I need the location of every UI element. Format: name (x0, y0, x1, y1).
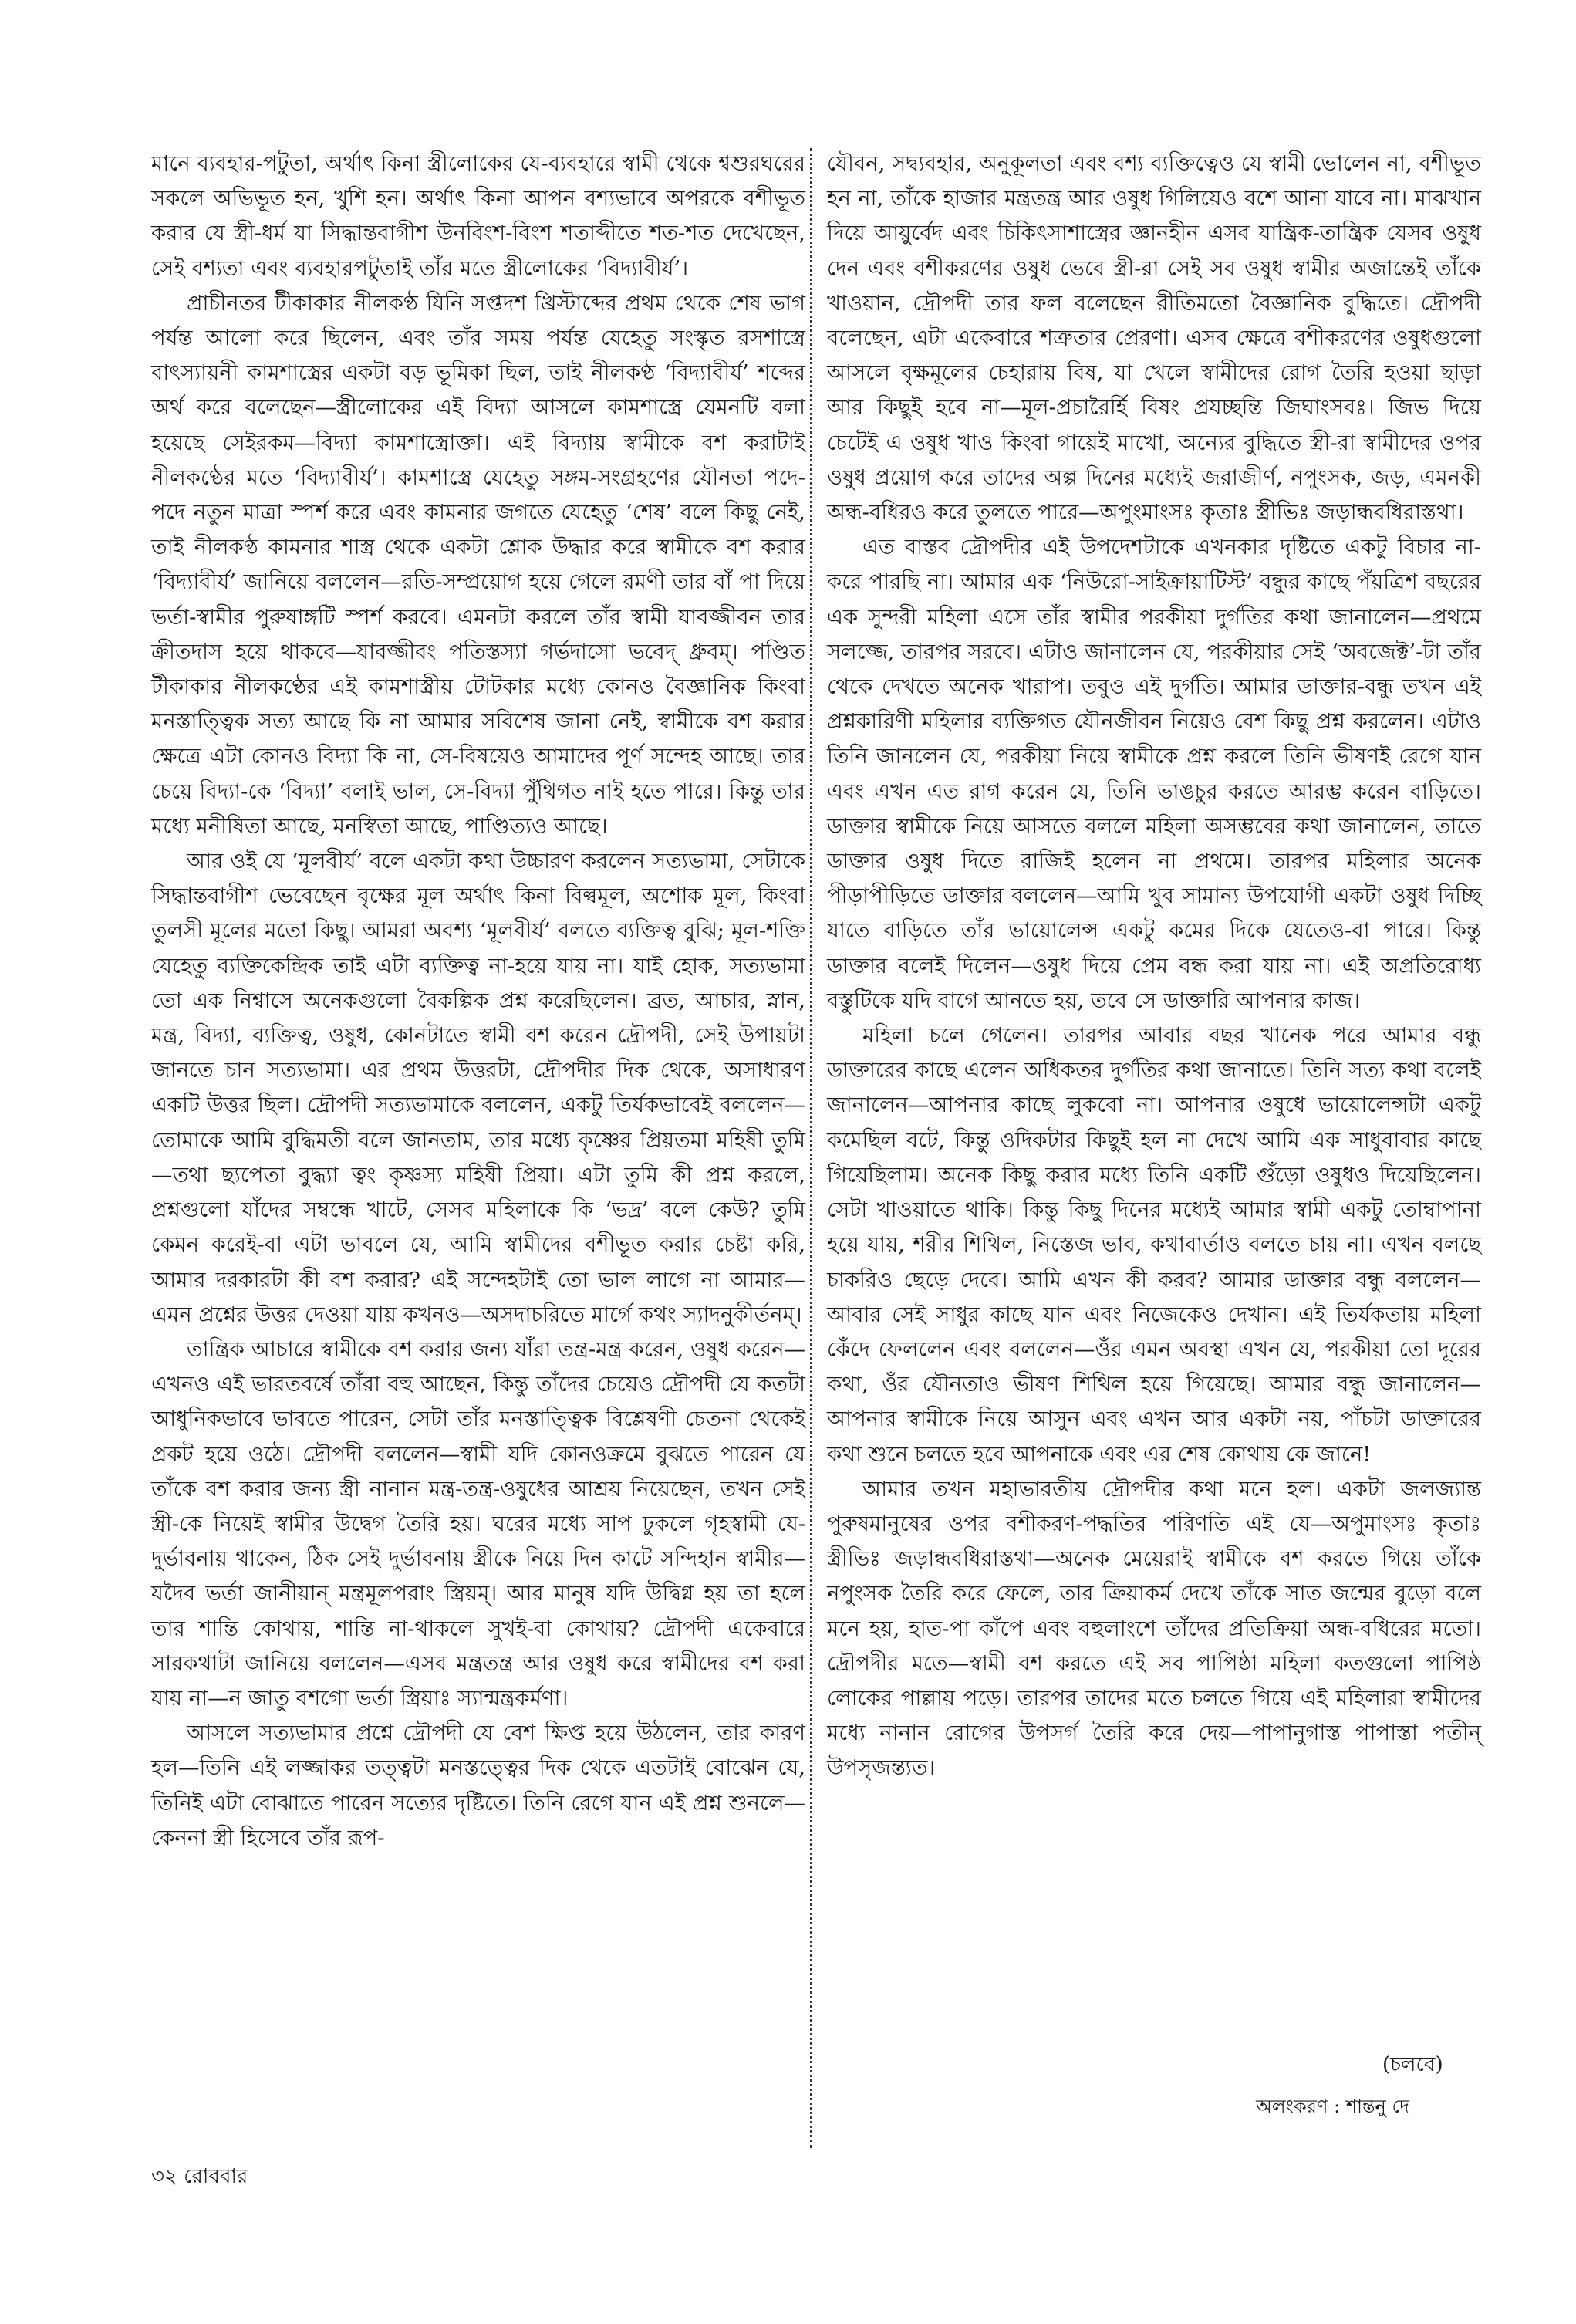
page-footer (151, 2160, 248, 2194)
illustration-credit: অলংকরণ : শান্তনু দে (1256, 2096, 1409, 2117)
page-number: ৩২ (151, 2165, 177, 2188)
paragraph: মহিলা চলে গেলেন। তারপর আবার বছর খানেক পরে আমার বন্ধু ডাক্তারের কাছে এলেন অধিকতর দুর্গতির কথা জানাতে। তিনি সত্য কথা বলেই জানালেন—আপনার কাছে লুকবো না। আপনার ওষুধে ভায়োলেন্সটা একটু কমেছিল বটে, কিন্তু ওদিকটার কিছুই হল না দেখে আমি এক সাধুবাবার কাছে গিয়েছিলাম। অনেক কিছু করার মধ্যে তিনি একটি গুঁড়ো ওষুধও দিয়েছিলেন। সেটা খাওয়াতে থাকি। কিন্তু কিছু দিনের মধ্যেই আমার স্বামী একটু তোম্বাপানা হয়ে যায়, শরীর শিথিল, নিস্তেজ ভাব, কথাবার্তাও বলতে চায় না। এখন বলছে চাকরিও ছেড়ে দেবে। আমি এখন কী করব? আমার ডাক্তার বন্ধু বললেন—আবার সেই সাধুর কাছে যান এবং নিজেকেও দেখান। এই তির্যকতায় মহিলা কেঁদে ফেললেন এবং বললেন—ওঁর এমন অবস্থা এখন যে, পরকীয়া তো দূরের কথা, ওঁর যৌনতাও ভীষণ শিথিল হয়ে গিয়েছে। আমার বন্ধু জানালেন—আপনার স্বামীকে নিয়ে আসুন এবং এখন আর একটা নয়, পাঁচটা ডাক্তারের কথা শুনে চলতে হবে আপনাকে এবং এর শেষ কোথায় কে জানে! (827, 1023, 1481, 1467)
paragraph: তান্ত্রিক আচারে স্বামীকে বশ করার জন্য যাঁরা তন্ত্র-মন্ত্র করেন, ওষুধ করেন—এখনও এই ভারতবর্ষে তাঁরা বহু আছেন, কিন্তু তাঁদের চেয়েও দ্রৌপদী যে কতটা আধুনিকভাবে ভাবতে পারেন, সেটা তাঁর মনস্তাত্ত্বিক বিশ্লেষণী চেতনা থেকেই প্রকট হয়ে ওঠে। দ্রৌপদী বললেন—স্বামী যদি কোনওক্রমে বুঝতে পারেন যে তাঁকে বশ করার জন্য স্ত্রী নানান মন্ত্র-তন্ত্র-ওষুধের আশ্রয় নিয়েছেন, তখন সেই স্ত্রী-কে নিয়েই স্বামীর উদ্বেগ তৈরি হয়। ঘরের মধ্যে সাপ ঢুকলে গৃহস্বামী যে-দুর্ভাবনায় থাকেন, ঠিক সেই দুর্ভাবনায় স্ত্রীকে নিয়ে দিন কাটে সন্দিহান স্বামীর—যদৈব ভর্তা জানীয়ান্ মন্ত্রমূলপরাং স্ত্রিয়ম্। আর মানুষ যদি উদ্বিগ্ন হয় তা হলে তার শান্তি কোথায়, শান্তি না-থাকলে সুখই-বা কোথায়? দ্রৌপদী একেবারে সারকথাটা জানিয়ে বললেন—এসব মন্ত্রতন্ত্র আর ওষুধ করে স্বামীদের বশ করা যায় না—ন জাতু বশগো ভর্তা স্ত্রিয়াঃ স্যান্মন্ত্রকর্মণা। (151, 1336, 805, 1711)
article-column-right (827, 147, 1481, 1786)
paragraph: আসলে সত্যভামার প্রশ্নে দ্রৌপদী যে বেশ ক্ষিপ্ত হয়ে উঠলেন, তার কারণ হল—তিনি এই লজ্জাকর তত্ত্বটা মনস্তত্ত্বের দিক থেকে এতটাই বোঝেন যে, তিনিই এটা বোঝাতে পারেন সত্যের দৃষ্টিতে। তিনি রেগে যান এই প্রশ্ন শুনলে—কেননা স্ত্রী হিসেবে তাঁর রূপ- (151, 1721, 805, 1850)
magazine-name: রোববার (184, 2165, 248, 2188)
paragraph: আর ওই যে ‘মূলবীর্য’ বলে একটা কথা উচ্চারণ করলেন সত্যভামা, সেটাকে সিদ্ধান্তবাগীশ ভেবেছেন বৃক্ষের মূল অর্থাৎ কিনা বিল্বমূল, অশোক মূল, কিংবা তুলসী মূলের মতো কিছু। আমরা অবশ্য ‘মূলবীর্য’ বলতে ব্যক্তিত্ব বুঝি; মূল-শক্তি যেহেতু ব্যক্তিকেন্দ্রিক তাই এটা ব্যক্তিত্ব না-হয়ে যায় না। যাই হোক, সত্যভামা তো এক নিশ্বাসে অনেকগুলো বৈকল্পিক প্রশ্ন করেছিলেন। ব্রত, আচার, স্নান, মন্ত্র, বিদ্যা, ব্যক্তিত্ব, ওষুধ, কোনটাতে স্বামী বশ করেন দ্রৌপদী, সেই উপায়টা জানতে চান সত্যভামা। এর প্রথম উত্তরটা, দ্রৌপদীর দিক থেকে, অসাধারণ একটি উত্তর ছিল। দ্রৌপদী সত্যভামাকে বললেন, একটু তির্যকভাবেই বললেন—তোমাকে আমি বুদ্ধিমতী বলে জানতাম, তার মধ্যে কৃষ্ণের প্রিয়তমা মহিষী তুমি—তথা ছ্যপেতা বুদ্ধ্যা ত্বং কৃষ্ণস্য মহিষী প্রিয়া। এটা তুমি কী প্রশ্ন করলে, প্রশ্নগুলো যাঁদের সম্বন্ধে খাটে, সেসব মহিলাকে কি ‘ভদ্র’ বলে কেউ? তুমি কেমন করেই-বা এটা ভাবলে যে, আমি স্বামীদের বশীভূত করার চেষ্টা করি, আমার দরকারটা কী বশ করার? এই সন্দেহটাই তো ভাল লাগে না আমার—এমন প্রশ্নের উত্তর দেওয়া যায় কখনও—অসদাচরিতে মার্গে কথং স্যাদনুকীর্তনম্। (151, 849, 805, 1327)
paragraph: প্রাচীনতর টীকাকার নীলকণ্ঠ যিনি সপ্তদশ খ্রিস্টাব্দের প্রথম থেকে শেষ ভাগ পর্যন্ত আলো করে ছিলেন, এবং তাঁর সময় পর্যন্ত যেহেতু সংস্কৃত রসশাস্ত্রে বাৎস্যায়নী কামশাস্ত্রের একটা বড় ভূমিকা ছিল, তাই নীলকণ্ঠ ‘বিদ্যাবীর্য’ শব্দের অর্থ করে বলেছেন—স্ত্রীলোকের এই বিদ্যা আসলে কামশাস্ত্রে যেমনটি বলা হয়েছে সেইরকম—বিদ্যা কামশাস্ত্রোক্তা। এই বিদ্যায় স্বামীকে বশ করাটাই নীলকণ্ঠের মতে ‘বিদ্যাবীর্য’। কামশাস্ত্রে যেহেতু সঙ্গম-সংগ্রহণের যৌনতা পদে-পদে নতুন মাত্রা স্পর্শ করে এবং কামনার জগতে যেহেতু ‘শেষ’ বলে কিছু নেই, তাই নীলকণ্ঠ কামনার শাস্ত্র থেকে একটা শ্লোক উদ্ধার করে স্বামীকে বশ করার ‘বিদ্যাবীর্য’ জানিয়ে বললেন—রতি-সম্প্রয়োগ হয়ে গেলে রমণী তার বাঁ পা দিয়ে ভর্তা-স্বামীর পুরুষাঙ্গটি স্পর্শ করবে। এমনটা করলে তাঁর স্বামী যাবজ্জীবন তার ক্রীতদাস হয়ে থাকবে—যাবজ্জীবং পতিস্তস্যা গর্ভদাসো ভবেদ্ ধ্রুবম্। পণ্ডিত টীকাকার নীলকণ্ঠের এই কামশাস্ত্রীয় টোটকার মধ্যে কোনও বৈজ্ঞানিক কিংবা মনস্তাত্ত্বিক সত্য আছে কি না আমার সবিশেষ জানা নেই, স্বামীকে বশ করার ক্ষেত্রে এটা কোনও বিদ্যা কি না, সে-বিষয়েও আমাদের পূর্ণ সন্দেহ আছে। তার চেয়ে বিদ্যা-কে ‘বিদ্যা’ বলাই ভাল, সে-বিদ্যা পুঁথিগত নাই হতে পারে। কিন্তু তার মধ্যে মনীষিতা আছে, মনস্বিতা আছে, পাণ্ডিত্যও আছে। (151, 290, 805, 839)
paragraph: এত বাস্তব দ্রৌপদীর এই উপদেশটাকে এখনকার দৃষ্টিতে একটু বিচার না-করে পারছি না। আমার এক ‘নিউরো-সাইক্রায়াটিস্ট’ বন্ধুর কাছে পঁয়ত্রিশ বছরের এক সুন্দরী মহিলা এসে তাঁর স্বামীর পরকীয়া দুর্গতির কথা জানালেন—প্রথমে সলজ্জে, তারপর সরবে। এটাও জানালেন যে, পরকীয়ার সেই ‘অবজেক্ট’-টা তাঁর থেকে দেখতে অনেক খারাপ। তবুও এই দুর্গতি। আমার ডাক্তার-বন্ধু তখন এই প্রশ্নকারিণী মহিলার ব্যক্তিগত যৌনজীবন নিয়েও বেশ কিছু প্রশ্ন করলেন। এটাও তিনি জানলেন যে, পরকীয়া নিয়ে স্বামীকে প্রশ্ন করলে তিনি ভীষণই রেগে যান এবং এখন এত রাগ করেন যে, তিনি ভাঙচুর করতে আরম্ভ করেন বাড়িতে। ডাক্তার স্বামীকে নিয়ে আসতে বললে মহিলা অসম্ভবের কথা জানালেন, তাতে ডাক্তার ওষুধ দিতে রাজিই হলেন না প্রথমে। তারপর মহিলার অনেক পীড়াপীড়িতে ডাক্তার বললেন—আমি খুব সামান্য উপযোগী একটা ওষুধ দিচ্ছি যাতে বাড়িতে তাঁর ভায়োলেন্স একটু কমের দিকে যেতেও-বা পারে। কিন্তু ডাক্তার বলেই দিলেন—ওষুধ দিয়ে প্রেম বন্ধ করা যায় না। এই অপ্রতিরোধ্য বস্তুটিকে যদি বাগে আনতে হয়, তবে সে ডাক্তারি আপনার কাজ। (827, 535, 1481, 1013)
continued-label: (চলবে) (1382, 2053, 1443, 2076)
article-column-left (151, 147, 805, 1856)
paragraph: আমার তখন মহাভারতীয় দ্রৌপদীর কথা মনে হল। একটা জলজ্যান্ত পুরুষমানুষের ওপর বশীকরণ-পদ্ধতির পরিণতি এই যে—অপুমাংসঃ কৃতাঃ স্ত্রীভিঃ জড়ান্ধবধিরাস্তথা—অনেক মেয়েরাই স্বামীকে বশ করতে গিয়ে তাঁকে নপুংসক তৈরি করে ফেলে, তার ক্রিয়াকর্ম দেখে তাঁকে সাত জন্মের বুড়ো বলে মনে হয়, হাত-পা কাঁপে এবং বহুলাংশে তাঁদের প্রতিক্রিয়া অন্ধ-বধিরের মতো। দ্রৌপদীর মতে—স্বামী বশ করতে এই সব পাপিষ্ঠা মহিলা কতগুলো পাপিষ্ঠ লোকের পাল্লায় পড়ে। তারপর তাদের মতে চলতে গিয়ে এই মহিলারা স্বামীদের মধ্যে নানান রোগের উপসর্গ তৈরি করে দেয়—পাপানুগাস্ত পাপাস্তা পতীন্ উপসৃজন্ত্যত। (827, 1476, 1481, 1781)
column-divider (810, 148, 812, 2148)
paragraph: যৌবন, সদ্ব্যবহার, অনুকূলতা এবং বশ্য ব্যক্তিত্বেও যে স্বামী ভোলেন না, বশীভূত হন না, তাঁকে হাজার মন্ত্রতন্ত্র আর ওষুধ গিলিয়েও বশে আনা যাবে না। মাঝখান দিয়ে আয়ুর্বেদ এবং চিকিৎসাশাস্ত্রের জ্ঞানহীন এসব যান্ত্রিক-তান্ত্রিক যেসব ওষুধ দেন এবং বশীকরণের ওষুধ ভেবে স্ত্রী-রা সেই সব ওষুধ স্বামীর অজান্তেই তাঁকে খাওয়ান, দ্রৌপদী তার ফল বলেছেন রীতিমতো বৈজ্ঞানিক বুদ্ধিতে। দ্রৌপদী বলেছেন, এটা একেবারে শত্রুতার প্রেরণা। এসব ক্ষেত্রে বশীকরণের ওষুধগুলো আসলে বৃক্ষমূলের চেহারায় বিষ, যা খেলে স্বামীদের রোগ তৈরি হওয়া ছাড়া আর কিছুই হবে না—মূল-প্রচারৈর্হি বিষং প্রযচ্ছন্তি জিঘাংসবঃ। জিভ দিয়ে চেটেই এ ওষুধ খাও কিংবা গায়েই মাখো, অন্যের বুদ্ধিতে স্ত্রী-রা স্বামীদের ওপর ওষুধ প্রয়োগ করে তাদের অল্প দিনের মধ্যেই জরাজীর্ণ, নপুংসক, জড়, এমনকী অন্ধ-বধিরও করে তুলতে পারে—অপুংমাংসঃ কৃতাঃ স্ত্রীভিঃ জড়ান্ধবধিরাস্তথা। (827, 151, 1481, 525)
paragraph: মানে ব্যবহার-পটুতা, অর্থাৎ কিনা স্ত্রীলোকের যে-ব্যবহারে স্বামী থেকে শ্বশুরঘরের সকলে অভিভূত হন, খুশি হন। অর্থাৎ কিনা আপন বশ্যভাবে অপরকে বশীভূত করার যে স্ত্রী-ধর্ম যা সিদ্ধান্তবাগীশ উনবিংশ-বিংশ শতাব্দীতে শত-শত দেখেছেন, সেই বশ্যতা এবং ব্যবহারপটুতাই তাঁর মতে স্ত্রীলোকের ‘বিদ্যাবীর্য’। (151, 151, 805, 281)
